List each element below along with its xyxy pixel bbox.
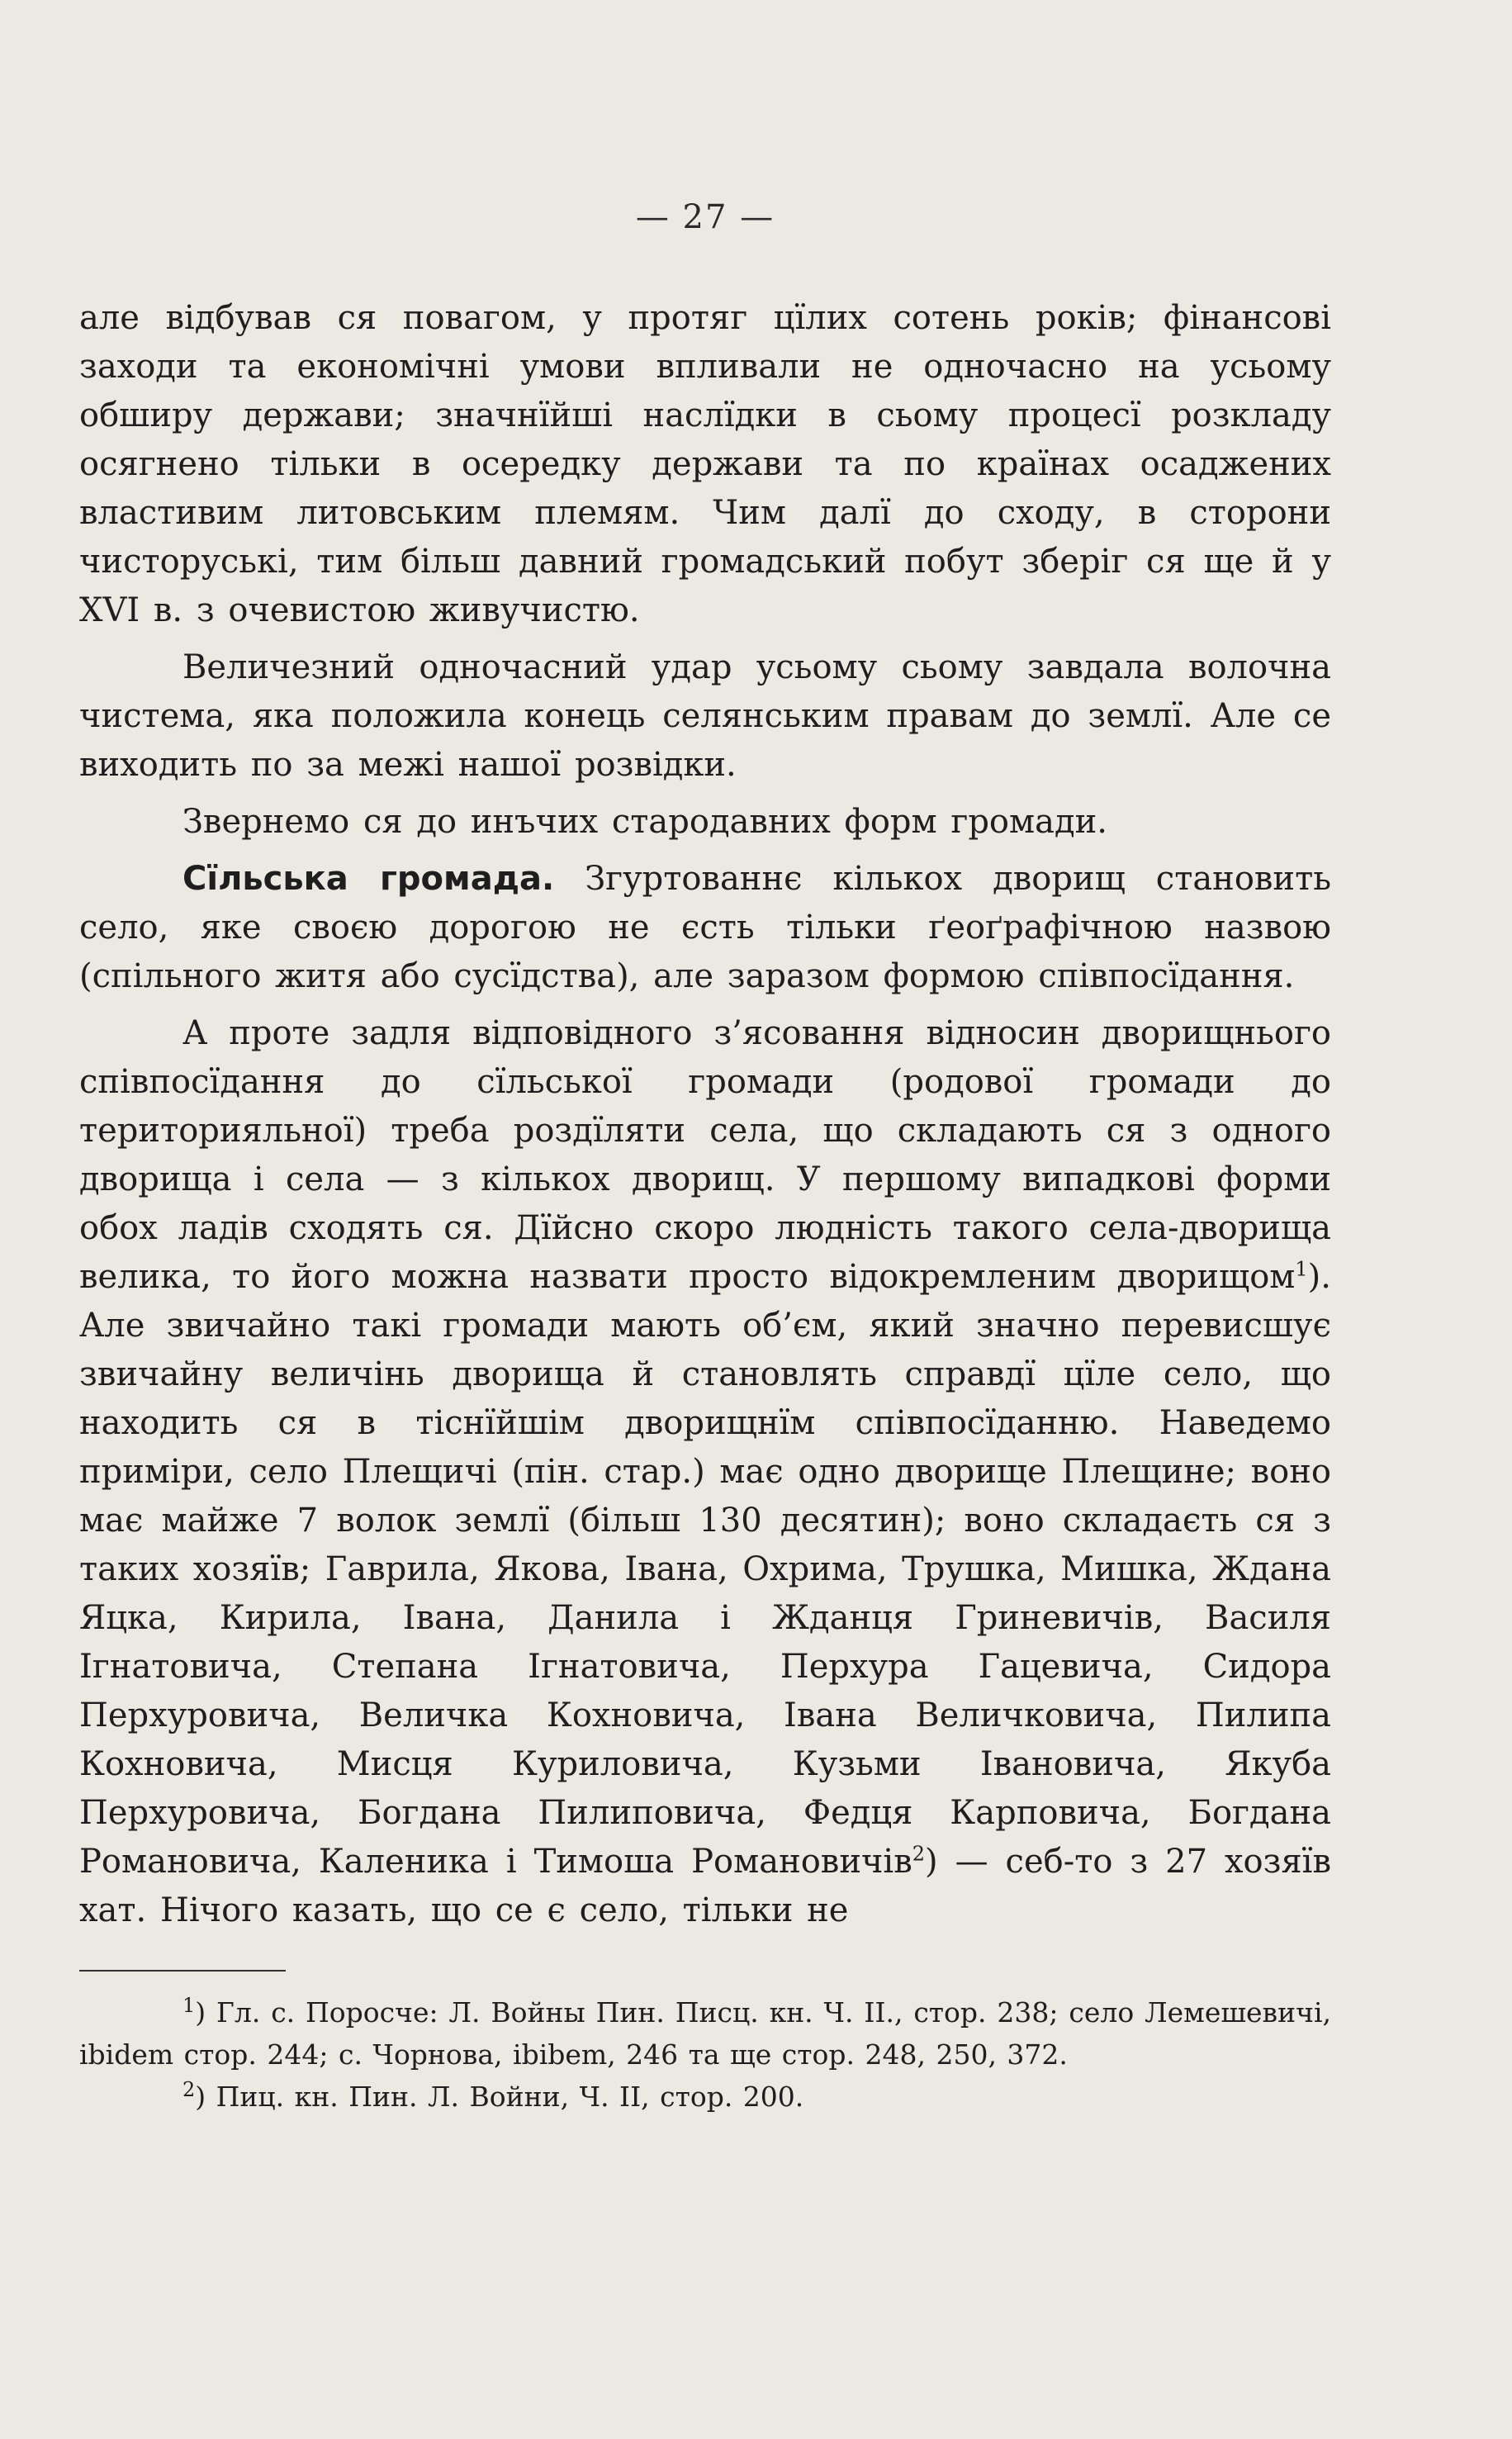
- paragraph-5-text-a: А проте задля відповідного з’ясовання відносин дворищнього співпосїдання до сїльської громади (родової громади до територияльної) треба роздїляти села, що складають ся з одного дворища і села — з кількох дворищ. У першому випадкові форми обох ладів сходять ся. Дїйсно скоро людність такого села-дворища велика, то його можна назвати просто відокремленим дворищом: [79, 1014, 1331, 1296]
- paragraph-2: Величезний одночасний удар усьому сьому завдала волочна чистема, яка положила конець селянським правам до землї. Але се виходить по за межі нашої розвідки.: [79, 648, 1331, 784]
- footnote-mark-2: 2: [182, 2078, 196, 2101]
- footnote-1-text: ) Гл. с. Поросче: Л. Войны Пин. Писц. кн. Ч. II., стор. 238; село Лемешевичі, ibidem стор. 244; с. Чорнова, ibibem, 246 та ще стор. 248, 250, 372.: [79, 1996, 1331, 2071]
- book-page: [79, 198, 1331, 2118]
- paragraph-5: [79, 1009, 1331, 1935]
- page-number: — 27 —: [635, 198, 775, 236]
- paragraph-5-text-c: ) — себ-то з 27 хозяїв хат. Нічого казать, що се є село, тільки не: [79, 1843, 1331, 1929]
- paragraph-5-text-b: ). Але звичайно такі громади мають об’єм, який значно перевисшує звичайну величінь дворища й становлять справдї цїле село, що находить ся в тіснїйшім дворищнїм співпосїданню. Наведемо приміри, село Плещичі (пін. стар.) має одно дворище Плещине; воно має майже 7 волок землї (більш 130 десятин); воно складаєть ся з таких хозяїв; Гаврила, Якова, Івана, Охрима, Трушка, Мишка, Ждана Яцка, Кирила, Івана, Данила і Жданця Гриневичів, Василя Ігнатовича, Степана Ігнатовича, Перхура Гацевича, Сидора Перхуровича, Величка Кохновича, Івана Величковича, Пилипа Кохновича, Мисця Куриловича, Кузьми Івановича, Якуба Перхуровича, Богдана Пилиповича, Федця Карповича, Богдана Романовича, Каленика і Тимоша Романовичів: [79, 1258, 1331, 1881]
- footnote-1: [79, 1991, 1331, 2076]
- paragraph-3: Звернемо ся до инъчих стародавних форм громади.: [182, 803, 1107, 841]
- paragraph-4: [79, 855, 1331, 1001]
- footnote-2-text: ) Пиц. кн. Пин. Л. Войни, Ч. II, стор. 200.: [195, 2081, 804, 2113]
- body-text: [79, 294, 1331, 1935]
- footnote-ref-2: 2: [912, 1842, 926, 1866]
- footnote-2: [79, 2076, 1331, 2118]
- footnote-divider: [79, 1970, 286, 1972]
- paragraph-1: але відбував ся повагом, у протяг цїлих сотень років; фінансові заходи та економічні умови впливали не одночасно на усьому обширу держави; значнїйші наслїдки в сьому процесї розкладу осягнено тільки в осередку держави та по країнах осаджених властивим литовським племям. Чим далї до сходу, в сторони чисторуські, тим більш давний громадський побут зберіг ся ще й у XVI в. з очевистою живучистю.: [79, 299, 1331, 629]
- footnotes: [79, 1991, 1331, 2118]
- footnote-mark-1: 1: [182, 1994, 196, 2017]
- paragraph-4-text: Згуртованнє кількох дворищ становить село, яке своєю дорогою не єсть тільки ґеоґрафічною назвою (спільного житя або сусїдства), але заразом формою співпосїдання.: [79, 860, 1331, 995]
- section-heading: Сїльська громада.: [182, 860, 555, 898]
- footnote-ref-1: 1: [1295, 1257, 1308, 1281]
